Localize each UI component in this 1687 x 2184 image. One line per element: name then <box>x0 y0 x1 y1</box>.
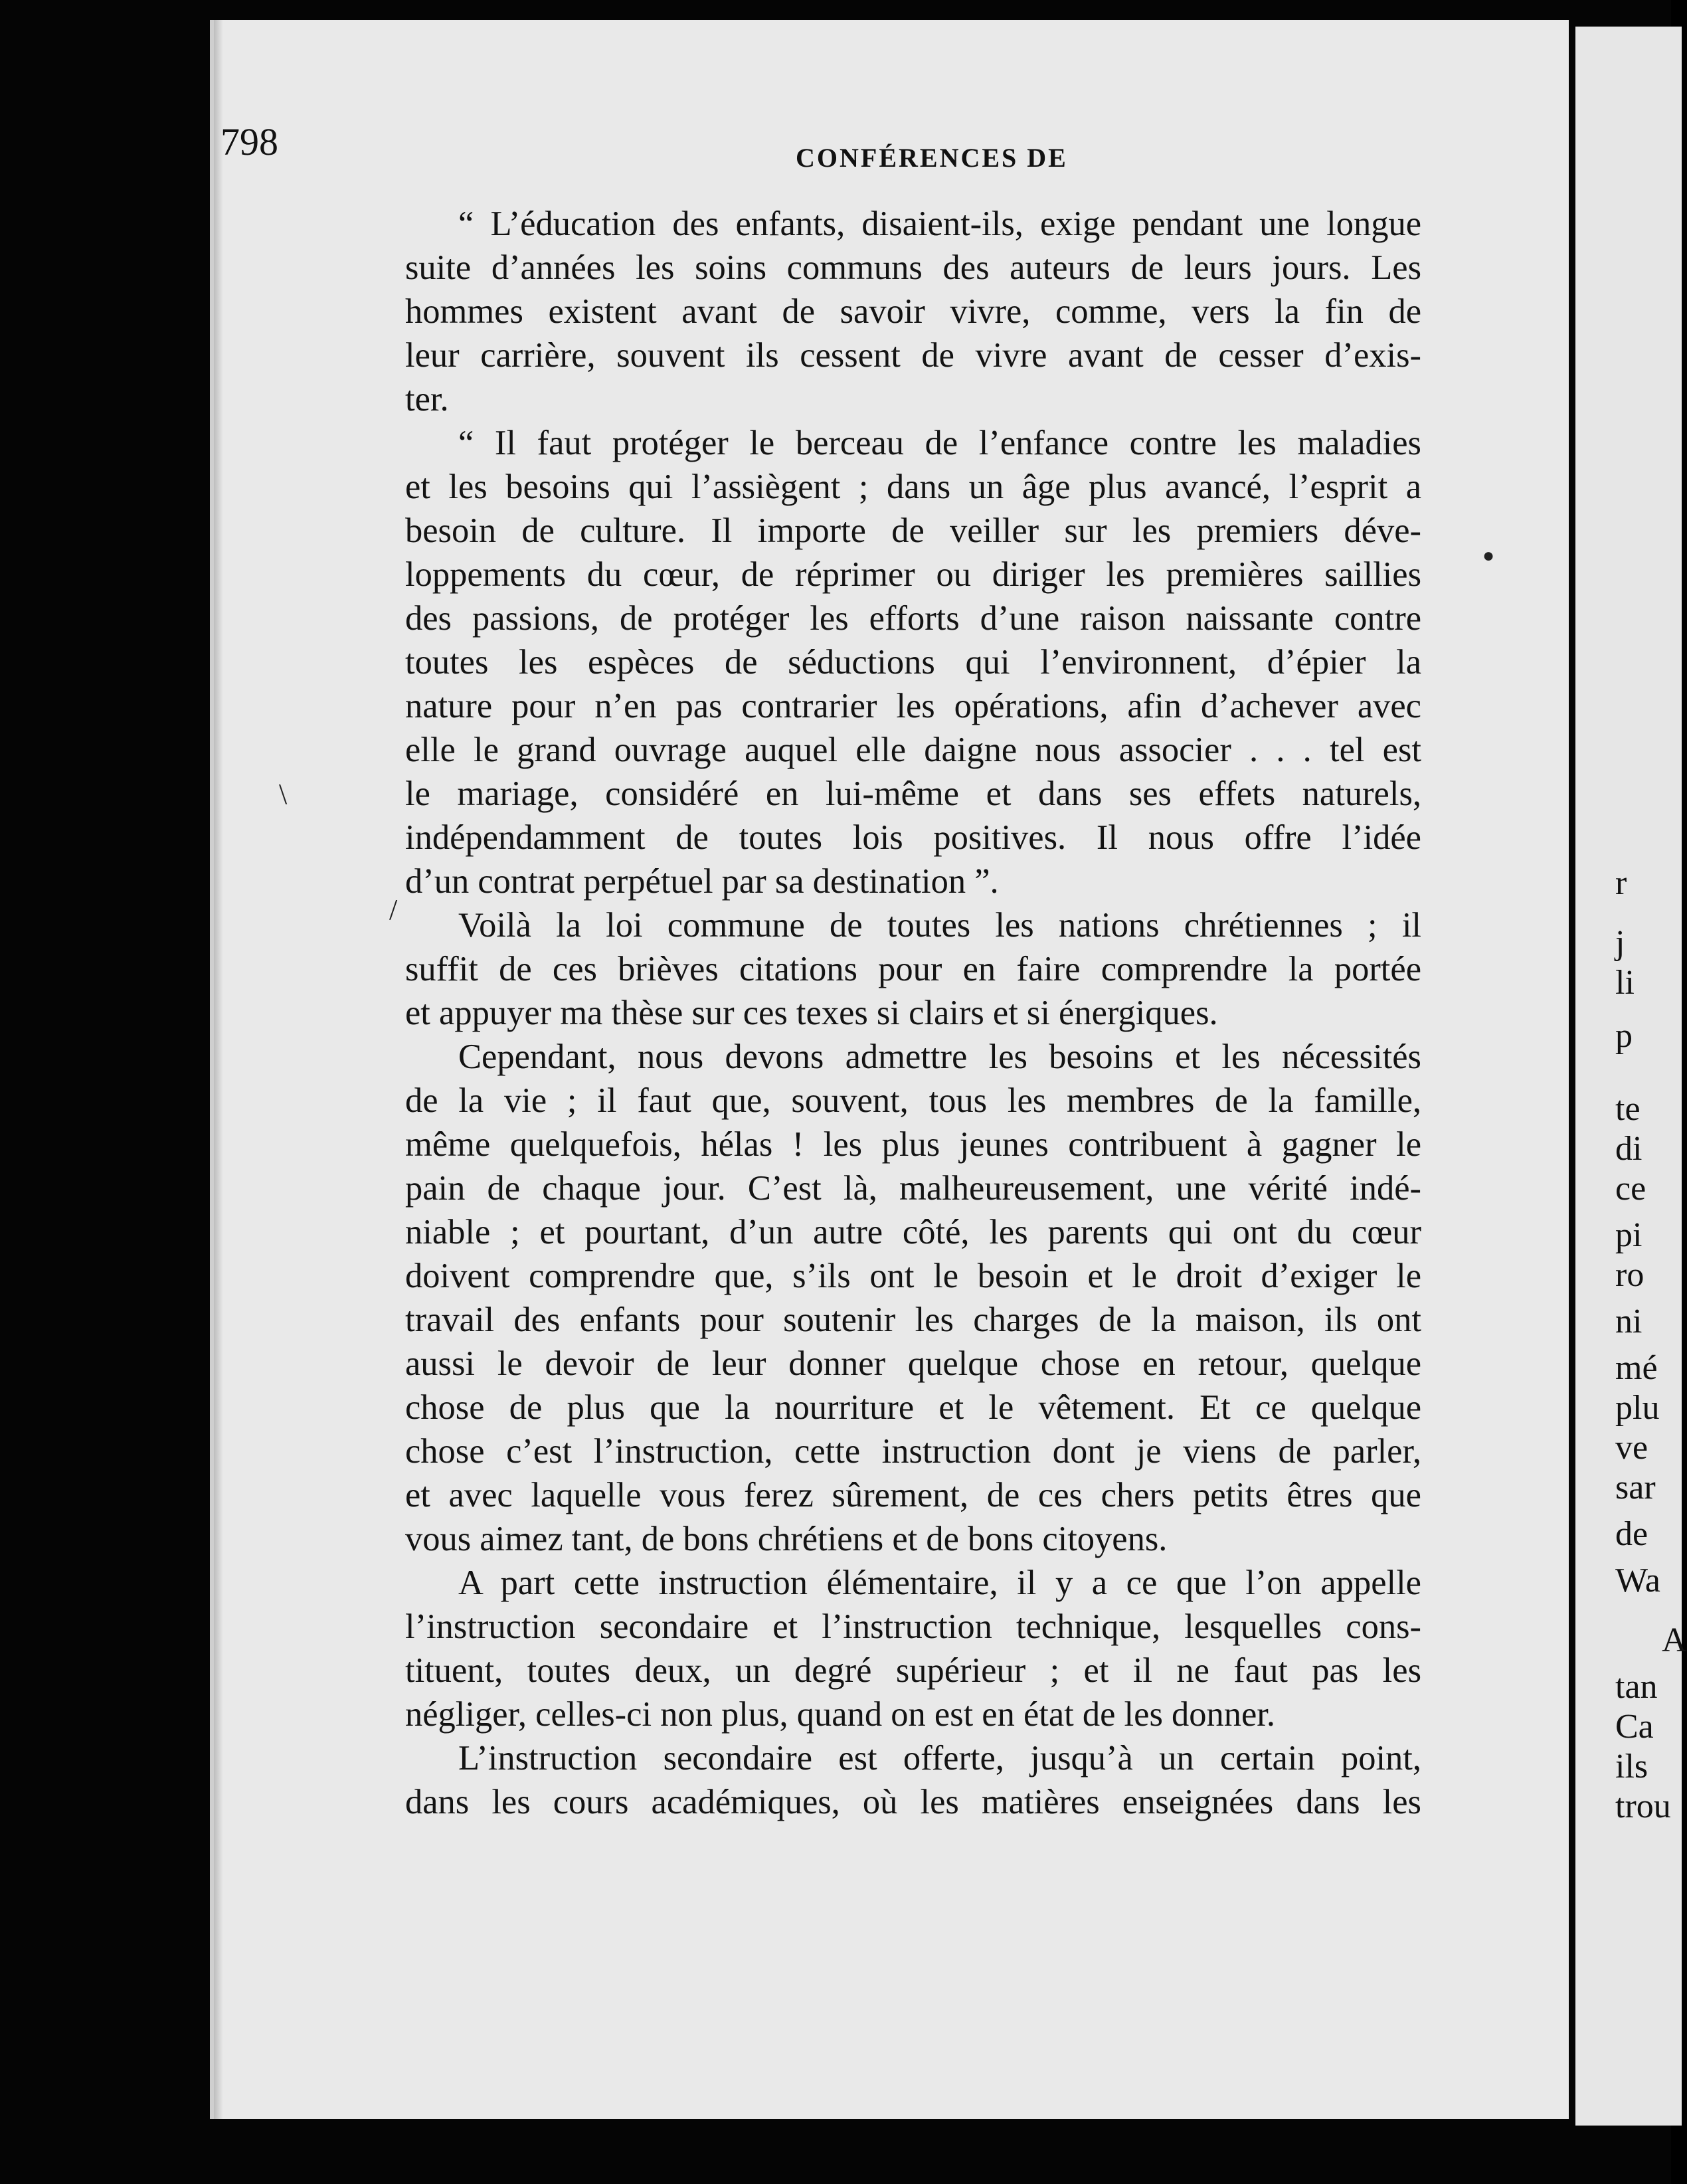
text-line: des passions, de protéger les efforts d’une raison naissante contre <box>405 599 1421 638</box>
text-line: doivent comprendre que, s’ils ont le besoin et le droit d’exiger le <box>405 1257 1421 1295</box>
text-line: aussi le devoir de leur donner quelque chose en retour, quelque <box>405 1344 1421 1383</box>
text-line: et appuyer ma thèse sur ces texes si clairs et si énergiques. <box>405 994 1218 1032</box>
text-line: d’un contrat perpétuel par sa destination ”. <box>405 862 999 901</box>
text-line: suffit de ces brièves citations pour en faire comprendre la portée <box>405 950 1421 988</box>
text-line: même quelquefois, hélas ! les plus jeunes contribuent à gagner le <box>405 1125 1421 1164</box>
facing-page-fragment: pi <box>1615 1216 1643 1254</box>
text-line: loppements du cœur, de réprimer ou diriger les premières saillies <box>405 555 1421 594</box>
text-line: Cependant, nous devons admettre les besoins et les nécessités <box>458 1038 1421 1076</box>
facing-page-fragment: ils <box>1615 1748 1648 1785</box>
text-line: et les besoins qui l’assiègent ; dans un âge plus avancé, l’esprit a <box>405 468 1421 506</box>
facing-page-fragment: ro <box>1615 1256 1644 1294</box>
text-line: chose c’est l’instruction, cette instruction dont je viens de parler, <box>405 1432 1421 1471</box>
text-line: hommes existent avant de savoir vivre, comme, vers la fin de <box>405 292 1421 331</box>
running-head: CONFÉRENCES DE <box>796 143 1068 173</box>
margin-dot-mark: ● <box>1482 545 1495 567</box>
text-line: ter. <box>405 380 449 418</box>
text-line: Voilà la loi commune de toutes les nations chrétiennes ; il <box>458 906 1421 945</box>
body-text <box>405 202 1421 1824</box>
text-line: leur carrière, souvent ils cessent de vivre avant de cesser d’exis- <box>405 336 1421 375</box>
text-line: l’instruction secondaire et l’instruction technique, lesquelles cons- <box>405 1607 1421 1646</box>
text-line: besoin de culture. Il importe de veiller sur les premiers déve- <box>405 511 1421 550</box>
text-line: indépendamment de toutes lois positives. Il nous offre l’idée <box>405 818 1421 857</box>
page-gutter-shadow <box>214 20 223 2119</box>
facing-page-fragment: r <box>1615 864 1627 902</box>
facing-page-fragment: p <box>1615 1017 1633 1055</box>
page-number: 798 <box>221 120 278 163</box>
facing-page-fragment: Ca <box>1615 1708 1654 1746</box>
text-line: pain de chaque jour. C’est là, malheureusement, une vérité indé- <box>405 1169 1421 1208</box>
text-line: tituent, toutes deux, un degré supérieur ; et il ne faut pas les <box>405 1651 1421 1690</box>
facing-page-fragment: li <box>1615 964 1635 1002</box>
text-line: A part cette instruction élémentaire, il y a ce que l’on appelle <box>458 1564 1421 1602</box>
text-line: nature pour n’en pas contrarier les opérations, afin d’achever avec <box>405 687 1421 725</box>
text-line: vous aimez tant, de bons chrétiens et de bons citoyens. <box>405 1520 1168 1558</box>
facing-page-fragment: A <box>1662 1621 1687 1659</box>
text-line: négliger, celles-ci non plus, quand on est en état de les donner. <box>405 1695 1276 1734</box>
facing-page-fragment: ce <box>1615 1170 1646 1208</box>
text-line: chose de plus que la nourriture et le vêtement. Et ce quelque <box>405 1388 1421 1427</box>
facing-page-fragment: plu <box>1615 1389 1660 1427</box>
facing-page-fragment: ve <box>1615 1429 1648 1467</box>
text-line: travail des enfants pour soutenir les charges de la maison, ils ont <box>405 1301 1421 1339</box>
facing-page-fragment: trou <box>1615 1787 1671 1825</box>
facing-page-fragment: mé <box>1615 1349 1658 1387</box>
facing-page-fragment: sar <box>1615 1469 1656 1506</box>
text-line: suite d’années les soins communs des auteurs de leurs jours. Les <box>405 248 1421 287</box>
text-line: de la vie ; il faut que, souvent, tous les membres de la famille, <box>405 1081 1421 1120</box>
facing-page-fragment: j <box>1615 924 1625 962</box>
facing-page-fragment: te <box>1615 1090 1641 1128</box>
text-line: L’instruction secondaire est offerte, jusqu’à un certain point, <box>458 1739 1421 1777</box>
text-line: et avec laquelle vous ferez sûrement, de ces chers petits êtres que <box>405 1476 1421 1514</box>
text-line: elle le grand ouvrage auquel elle daigne nous associer . . . tel est <box>405 731 1421 769</box>
text-line: toutes les espèces de séductions qui l’environnent, d’épier la <box>405 643 1421 682</box>
text-line: le mariage, considéré en lui-même et dans ses effets naturels, <box>405 774 1421 813</box>
margin-tick-mark: \ <box>279 778 288 810</box>
facing-page-fragment: ni <box>1615 1303 1643 1340</box>
text-line: dans les cours académiques, où les matières enseignées dans les <box>405 1783 1421 1821</box>
text-line: “ Il faut protéger le berceau de l’enfance contre les maladies <box>458 424 1421 462</box>
facing-page-fragment: di <box>1615 1130 1643 1168</box>
facing-page-fragment: de <box>1615 1515 1648 1553</box>
margin-tick-mark: / <box>389 893 398 926</box>
text-line: niable ; et pourtant, d’un autre côté, les parents qui ont du cœur <box>405 1213 1421 1251</box>
facing-page-fragment: tan <box>1615 1668 1658 1706</box>
text-line: “ L’éducation des enfants, disaient-ils, exige pendant une longue <box>458 205 1421 243</box>
facing-page-edge <box>1575 27 1687 2126</box>
facing-page-fragment: Wa <box>1615 1562 1660 1599</box>
